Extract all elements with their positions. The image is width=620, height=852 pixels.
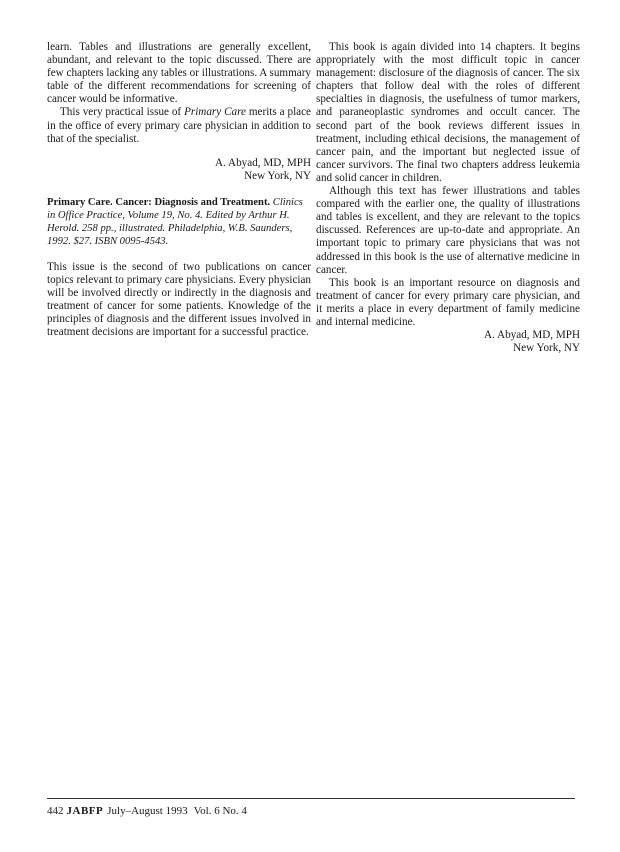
right-signature-location: New York, NY [513,342,580,355]
left-signature-location: New York, NY [244,169,311,182]
right-paragraph-3: This book is an important resource on diagnosis and treatment of cancer for every primary care physician, and it merits a place in every department of family medicine and internal medicine. [316,276,580,328]
left-paragraph-1: learn. Tables and illustrations are generally excellent, abundant, and relevant to the topic discussed. There are few chapters lacking any tables or illustrations. A summary table of the different recommendations for screening of cancer would be informative. [47,41,311,106]
left-paragraph-3: This issue is the second of two publications on cancer topics relevant to primary care physicians. Every physician will be involved directly or indirectly in the diagnosis and treatment of cancer for some patients. Knowledge of the principles of diagnosis and the different issues involved in treatment decisions are important for a successful practice. [47,260,311,339]
page-footer [47,805,247,818]
footer-journal-name: JABFP [66,805,104,817]
right-column [316,41,580,355]
book-citation [47,196,311,248]
left-paragraph-2 [47,106,311,145]
right-paragraph-2: Although this text has fewer illustrations and tables compared with the earlier one, the quality of illustrations and tables is excellent, and they are relevant to the topics discussed. References are up-to-date and appropriate. An important topic to primary care physicians that was not addressed in this book is the use of alternative medicine in cancer. [316,185,580,276]
left-paragraph-2-journal-title: Primary Care [184,106,246,119]
left-column [47,41,311,340]
left-paragraph-2-text-before: This very practical issue of [60,106,185,119]
footer-volume: Vol. 6 No. 4 [193,805,247,817]
book-citation-title: Primary Care. Cancer: Diagnosis and Treatment. [47,196,271,208]
left-signature-name: A. Abyad, MD, MPH [215,156,311,169]
footer-page-number: 442 [47,805,64,817]
footer-rule [47,798,575,799]
book-citation-details: Clinics in Office Practice, Volume 19, No. 4. Edited by Arthur H. Herold. 258 pp., illustrated. Philadelphia, W.B. Saunders, 1992. $27. ISBN 0095-4543. [47,196,303,247]
right-signature-name: A. Abyad, MD, MPH [484,329,580,342]
right-paragraph-1: This book is again divided into 14 chapters. It begins appropriately with the most difficult topic in cancer management: disclosure of the diagnosis of cancer. The six chapters that follow deal with the roles of different specialties in diagnosis, the usefulness of tumor markers, and paraneoplastic syndromes and occult cancer. The second part of the book reviews different issues in treatment, including ethical decisions, the management of cancer pain, and the important but neglected issue of cancer survivors. The final two chapters address leukemia and solid cancer in children. [316,41,580,184]
footer-issue-date: July–August 1993 [107,805,188,817]
left-paragraph-2-text-after: merits a place in the office of every primary care physician in addition to that of the specialist. [47,106,312,145]
